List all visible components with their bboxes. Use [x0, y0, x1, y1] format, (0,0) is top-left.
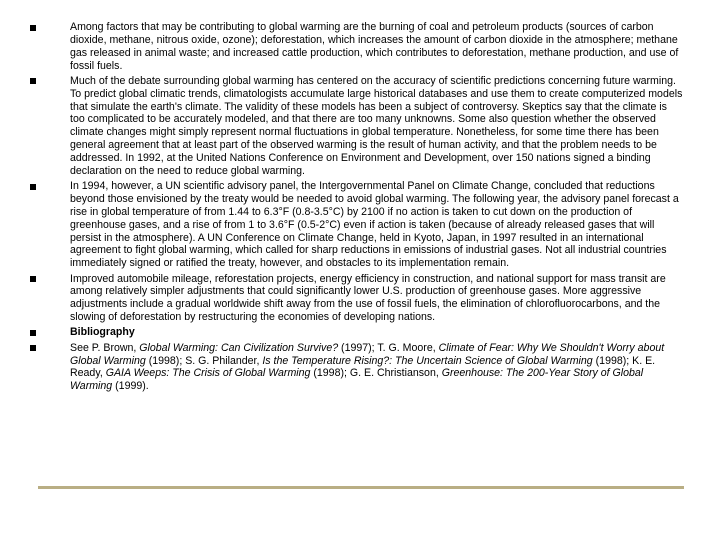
- bullet-item-adjustments: [30, 273, 684, 324]
- bullet-list: [30, 21, 684, 396]
- bib-title: Is the Temperature Rising?: The Uncertain Science of Global Warming: [262, 354, 593, 367]
- bibliography-text: [70, 342, 684, 393]
- bullet-item-causes: [30, 21, 684, 72]
- bibliography-heading: Bibliography: [70, 326, 135, 339]
- bib-title: Global Warming: Can Civilization Survive?: [139, 341, 339, 354]
- square-bullet-icon: [30, 25, 36, 31]
- square-bullet-icon: [30, 276, 36, 282]
- square-bullet-icon: [30, 330, 36, 336]
- bullet-item-ipcc: [30, 180, 684, 270]
- bib-text: (1998); G. E. Christianson,: [310, 367, 442, 380]
- bullet-text: In 1994, however, a UN scientific advisory panel, the Intergovernmental Panel on Climate Change, concluded that reductions beyond those envisioned by the treaty would be needed to avoid global warming. The following year, the advisory panel forecast a rise in global temperature of from 1.44 to 6.3°F (0.8-3.5°C) by 2100 if no action is taken to cut down on the production of greenhouse gases, and a rise of from 1 to 3.6°F (0.5-2°C) even if action is taken (because of already released gases that will persist in the atmosphere). A UN Conference on Climate Change, held in Kyoto, Japan, in 1997 resulted in an international agreement to fight global warming, which called for sharp reductions in emissions of industrial gases. Not all industrial countries immediately signed or ratified the treaty, however, and obstacles to its implementation remain.: [70, 180, 679, 270]
- bottom-divider: [38, 486, 684, 489]
- bib-text: (1999).: [112, 380, 149, 393]
- square-bullet-icon: [30, 184, 36, 190]
- square-bullet-icon: [30, 78, 36, 84]
- bib-text: (1998); S. G. Philander,: [145, 354, 263, 367]
- bib-title: Greenhouse: The 200-Year Story of Global Warming: [70, 367, 644, 393]
- square-bullet-icon: [30, 345, 36, 351]
- bib-text: (1998); K. E. Ready,: [70, 354, 656, 380]
- bib-text: (1997); T. G. Moore,: [338, 341, 439, 354]
- bullet-item-bibliography-heading: [30, 326, 684, 339]
- bib-text: See P. Brown,: [70, 341, 140, 354]
- bullet-text: Much of the debate surrounding global warming has centered on the accuracy of scientific predictions concerning future warming. To predict global climatic trends, climatologists accumulate large historical databases and use them to create computerized models that simulate the earth's climate. The validity of these models has been a subject of controversy. Skeptics say that the climate is too complicated to be accurately modeled, and that there are too many unknowns. Some also question whether the observed climate changes might simply represent normal fluctuations in global temperature. Nonetheless, for some time there has been general agreement that at least part of the observed warming is the result of human activity, and that the problem needs to be addressed. In 1992, at the United Nations Conference on Environment and Development, over 150 nations signed a binding declaration on the need to reduce global warming.: [70, 74, 683, 177]
- bullet-text: Among factors that may be contributing to global warming are the burning of coal and petroleum products (sources of carbon dioxide, methane, nitrous oxide, ozone); deforestation, which increases the amount of carbon dioxide in the atmosphere; methane gas released in animal waste; and increased cattle production, which contributes to deforestation, methane production, and use of fossil fuels.: [70, 21, 679, 72]
- bib-title: GAIA Weeps: The Crisis of Global Warming: [105, 367, 311, 380]
- bib-title: Climate of Fear: Why We Shouldn't Worry about Global Warming: [70, 341, 665, 367]
- bullet-text: Improved automobile mileage, reforestation projects, energy efficiency in construction, and national support for mass transit are among relatively simpler adjustments that could significantly lower U.S. production of greenhouse gases. More aggressive adjustments include a gradual worldwide shift away from the use of fossil fuels, the elimination of chlorofluorocarbons, and the slowing of deforestation by restructuring the economies of developing nations.: [70, 272, 666, 324]
- bullet-item-bibliography: [30, 342, 684, 393]
- bullet-item-debate: [30, 75, 684, 178]
